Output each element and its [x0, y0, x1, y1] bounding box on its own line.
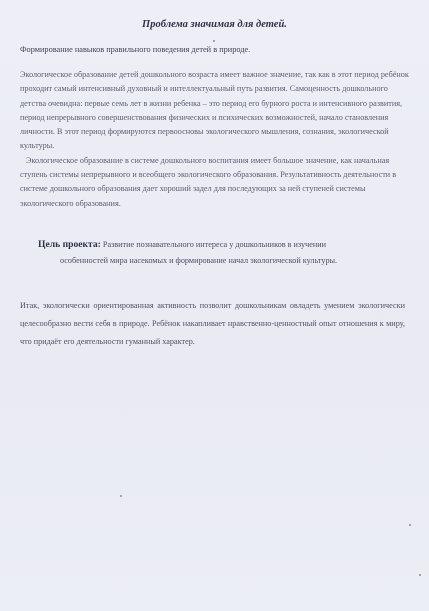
scan-speck [409, 524, 411, 526]
project-goal-text-line1: Развитие познавательного интереса у дошкольников в изучении [102, 239, 326, 249]
project-goal-label: Цель проекта: [38, 238, 101, 250]
scan-speck [213, 40, 215, 42]
project-goal-text-line2: особенностей мира насекомых и формирование начал экологической культуры. [60, 255, 338, 265]
document-title: Проблема значимая для детей. [142, 19, 287, 30]
conclusion-paragraph: Итак, экологически ориентированная активность позволит дошкольникам овладеть умением экологически целесообразно вести себя в природе. Ребёнок накапливает нравственно-ценностный опыт отношения к миру, что придаёт его деятельности гуманный характер. [20, 300, 405, 346]
document-subtitle: Формирование навыков правильного поведения детей в природе. [20, 45, 251, 54]
scan-speck [120, 495, 122, 497]
project-goal [20, 237, 409, 269]
paragraph-preschool-system: Экологическое образование в системе дошкольного воспитания имеет большое значение, как начальная ступень системы непрерывного и всеобщего экологического образования. Результативность деятельности в системе дошкольного образования дает хороший задел для последующих за ней ступеней системы экологического образования. [20, 155, 397, 208]
paragraph-environmental-education: Экологическое образование детей дошкольного возраста имеет важное значение, так как в этот период ребёнок проходит самый интенсивный духовный и интеллектуальный путь развития. Самоценность дошкольного детства очевидна: первые семь лет в жизни ребенка – это период его бурного роста и интенсивного развития, период непрерывного совершенствования физических и психических возможностей, начало становления личности. В этот период формируются первоосновы экологического мышления, сознания, экологической культуры. [20, 70, 409, 151]
scan-speck [419, 574, 421, 576]
